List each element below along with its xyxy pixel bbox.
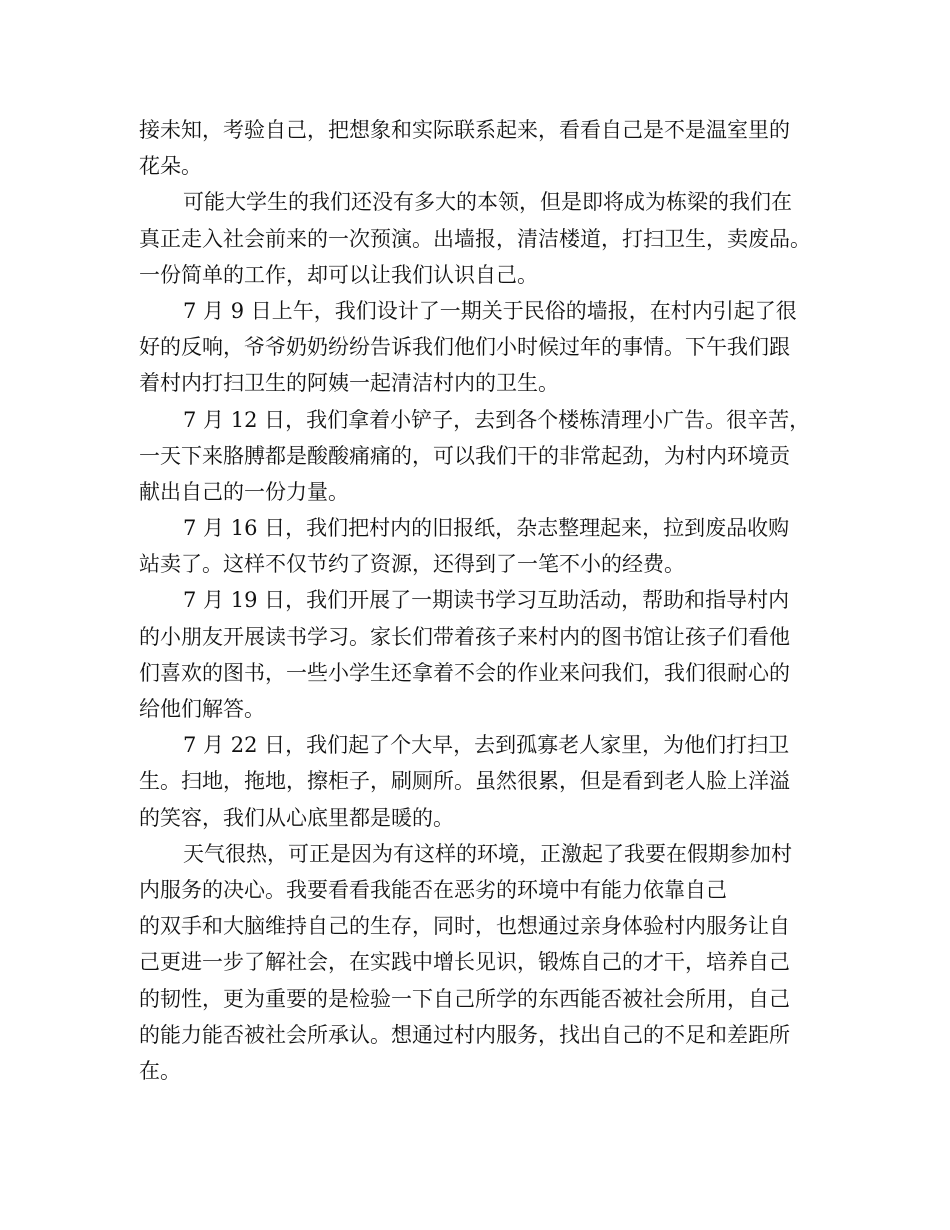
text-line: 在。 [139, 1058, 181, 1083]
text-line: 天气很热，可正是因为有这样的环境，正激起了我要在假期参加村 [183, 841, 792, 866]
text-line: 7 月 12 日，我们拿着小铲子，去到各个楼栋清理小广告。很辛苦， [183, 407, 811, 432]
text-line: 一天下来胳膊都是酸酸痛痛的，可以我们干的非常起劲，为村内环境贡 [139, 443, 790, 468]
text-line: 的笑容，我们从心底里都是暖的。 [139, 805, 454, 830]
text-line: 真正走入社会前来的一次预演。出墙报，清洁楼道，打扫卫生，卖废品。 [139, 226, 811, 251]
text-line: 生。扫地，拖地，擦柜子，刷厕所。虽然很累，但是看到老人脸上洋溢 [139, 769, 790, 794]
text-line: 的韧性，更为重要的是检验一下自己所学的东西能否被社会所用，自己 [139, 986, 790, 1011]
text-line: 站卖了。这样不仅节约了资源，还得到了一笔不小的经费。 [139, 552, 685, 577]
text-line: 给他们解答。 [139, 697, 265, 721]
text-line: 一份简单的工作，却可以让我们认识自己。 [139, 262, 538, 287]
text-line: 的小朋友开展读书学习。家长们带着孩子来村内的图书馆让孩子们看他 [139, 624, 790, 649]
text-line: 7 月 19 日，我们开展了一期读书学习互助活动，帮助和指导村内 [183, 588, 790, 613]
text-line: 7 月 16 日，我们把村内的旧报纸，杂志整理起来，拉到废品收购 [183, 516, 790, 541]
text-line: 7 月 22 日，我们起了个大早，去到孤寡老人家里，为他们打扫卫 [183, 733, 790, 758]
text-line: 着村内打扫卫生的阿姨一起清洁村内的卫生。 [139, 371, 559, 396]
text-line: 己更进一步了解社会，在实践中增长见识，锻炼自己的才干，培养自己 [139, 950, 790, 975]
text-line: 内服务的决心。我要看看我能否在恶劣的环境中有能力依靠自己 [139, 877, 727, 902]
text-line: 献出自己的一份力量。 [139, 479, 349, 504]
text-line: 好的反响，爷爷奶奶纷纷告诉我们他们小时候过年的事情。下午我们跟 [139, 335, 790, 360]
text-line: 可能大学生的我们还没有多大的本领，但是即将成为栋梁的我们在 [183, 190, 792, 215]
text-line: 们喜欢的图书，一些小学生还拿着不会的作业来问我们，我们很耐心的 [139, 660, 790, 685]
text-line: 7 月 9 日上午，我们设计了一期关于民俗的墙报，在村内引起了很 [183, 298, 797, 323]
document-body [139, 112, 839, 1089]
text-line: 的双手和大脑维持自己的生存，同时，也想通过亲身体验村内服务让自 [139, 914, 790, 939]
text-line: 接未知，考验自己，把想象和实际联系起来，看看自己是不是温室里的 [139, 118, 790, 142]
text-line: 花朵。 [139, 154, 202, 179]
text-line: 的能力能否被社会所承认。想通过村内服务，找出自己的不足和差距所 [139, 1022, 790, 1047]
